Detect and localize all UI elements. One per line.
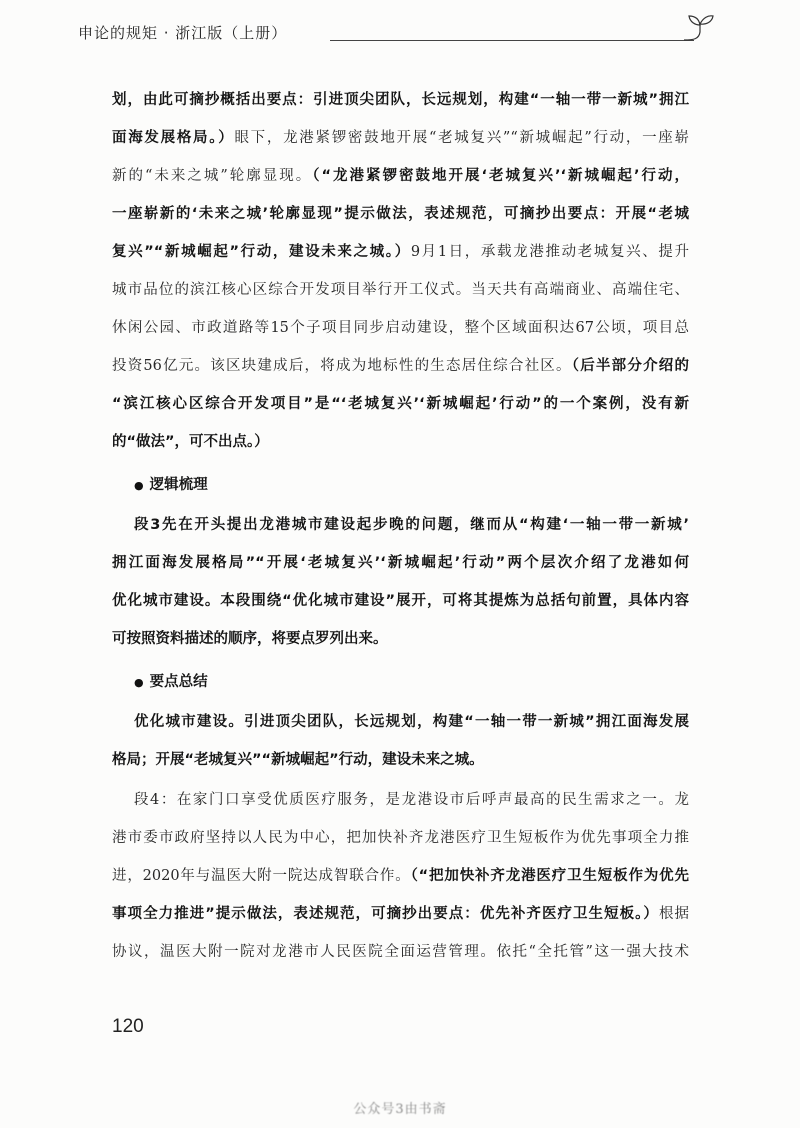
text-run: 城市品位的滨江核心区综合开发项目举行开工仪式。当天共有高端商业、高端住宅、: [112, 282, 689, 298]
bold-text-run: （后半部分介绍的: [571, 358, 689, 374]
text-line: [112, 195, 689, 233]
text-run: 进，2020年与温医大附一院达成智联合作。: [112, 868, 411, 884]
bullet-icon: ●: [134, 479, 144, 492]
text-run: 眼下，龙港紧锣密鼓地开展“老城复兴”“新城崛起”行动，一座崭: [234, 130, 689, 146]
text-line: [112, 703, 689, 741]
text-run: 港市委市政府坚持以人民为中心，把加快补齐龙港医疗卫生短板作为优先事项全力推: [112, 830, 689, 846]
text-line: [112, 309, 689, 347]
section-heading: [112, 466, 689, 504]
text-line: [112, 544, 689, 582]
text-run: 新的“未来之城”轮廓显现。: [112, 168, 313, 184]
text-run: 根据: [658, 906, 689, 922]
bold-text-run: 逻辑梳理: [149, 477, 208, 493]
bullet-icon: ●: [134, 676, 144, 689]
text-line: [112, 620, 689, 658]
text-line: [112, 347, 689, 385]
text-run: 段4：在家门口享受优质医疗服务，是龙港设市后呼声最高的民生需求之一。龙: [134, 792, 689, 808]
text-line: [112, 423, 689, 461]
text-line: [112, 895, 689, 933]
text-line: [112, 233, 689, 271]
page-number: 120: [112, 1016, 144, 1037]
text-line: [112, 506, 689, 544]
bold-text-run: 格局；开展“老城复兴”“新城崛起”行动，建设未来之城。: [112, 752, 484, 768]
text-line: [112, 741, 689, 779]
text-line: [112, 385, 689, 423]
text-line: [112, 582, 689, 620]
text-line: [112, 781, 689, 819]
bold-text-run: 划，由此可摘抄概括出要点：引进顶尖团队，长远规划，构建“一轴一带一新城”拥江: [112, 92, 689, 108]
bold-text-run: （“龙港紧锣密鼓地开展‘老城复兴’‘新城崛起’行动，: [312, 168, 689, 184]
text-line: [112, 81, 689, 119]
text-run: 休闲公园、市政道路等15个子项目同步启动建设，整个区域面积达67公顷，项目总: [112, 320, 689, 336]
bold-text-run: 一座崭新的‘未来之城’轮廓显现”提示做法，表述规范，可摘抄出要点：开展“老城: [112, 206, 689, 222]
bold-text-run: 拥江面海发展格局”“开展‘老城复兴’‘新城崛起’行动”两个层次介绍了龙港如何: [112, 555, 689, 571]
text-line: [112, 119, 689, 157]
bold-text-run: “滨江核心区综合开发项目”是“‘老城复兴’‘新城崛起’行动”的一个案例，没有新: [112, 396, 689, 412]
bold-text-run: 的“做法”，可不出点。）: [112, 434, 269, 450]
text-run: 协议，温医大附一院对龙港市人民医院全面运营管理。依托“全托管”这一强大技术: [112, 944, 689, 960]
bold-text-run: 优化城市建设。本段围绕“优化城市建设”展开，可将其提炼为总括句前置，具体内容: [112, 593, 689, 609]
text-line: [112, 157, 689, 195]
section-heading: [112, 663, 689, 701]
running-header-title: 申论的规矩 · 浙江版（上册）: [78, 24, 288, 42]
text-line: [112, 819, 689, 857]
bold-text-run: 事项全力推进”提示做法，表述规范，可摘抄出要点：优先补齐医疗卫生短板。）: [112, 906, 659, 922]
text-run: 投资56亿元。该区块建成后，将成为地标性的生态居住综合社区。: [112, 358, 572, 374]
watermark: 公众号3由书斋: [353, 1102, 447, 1117]
header-rule: [330, 40, 694, 41]
text-run: 9月1日，承载龙港推动老城复兴、提升: [410, 244, 689, 260]
bold-text-run: （“把加快补齐龙港医疗卫生短板作为优先: [410, 868, 689, 884]
bold-text-run: 复兴”“新城崛起”行动，建设未来之城。）: [112, 244, 411, 260]
text-line: [112, 933, 689, 971]
body-text: [112, 81, 689, 971]
bold-text-run: 优化城市建设。引进顶尖团队，长远规划，构建“一轴一带一新城”拥江面海发展: [134, 714, 689, 730]
bold-text-run: 段3先在开头提出龙港城市建设起步晚的问题，继而从“构建‘一轴一带一新城’: [134, 517, 689, 533]
bold-text-run: 面海发展格局。）: [112, 130, 235, 146]
bold-text-run: 要点总结: [149, 674, 208, 690]
text-line: [112, 857, 689, 895]
text-line: [112, 271, 689, 309]
sprout-icon: [684, 12, 716, 46]
bold-text-run: 可按照资料描述的顺序，将要点罗列出来。: [112, 631, 388, 647]
